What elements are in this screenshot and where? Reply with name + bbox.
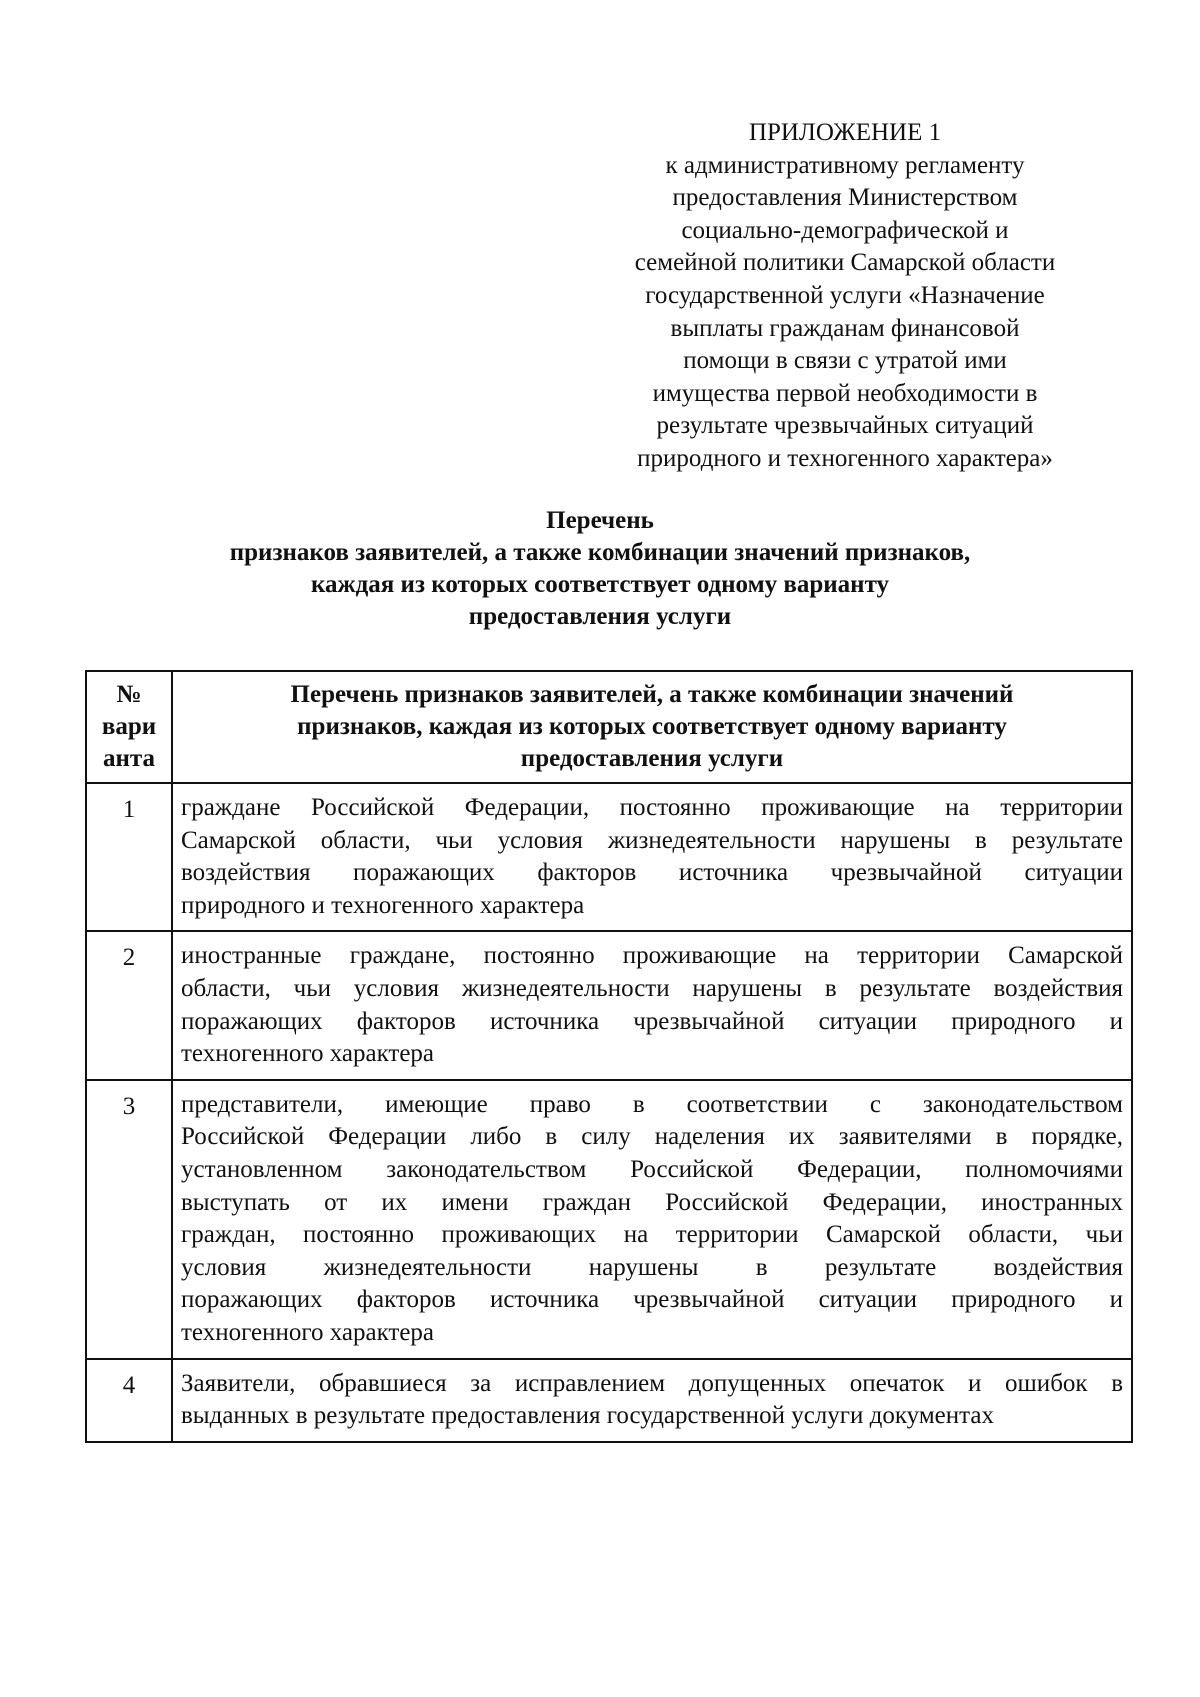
description-line: условия жизнедеятельности нарушены в результате воздействия [181,1253,1123,1281]
appendix-line: результате чрезвычайных ситуаций [656,412,1034,440]
appendix-line: имущества первой необходимости в [652,379,1038,407]
description-line: иностранные граждане, постоянно проживающие на территории Самарской [181,942,1123,970]
description-line: Заявители, обравшиеся за исправлением допущенных опечаток и ошибок в [181,1369,1123,1397]
title-line: признаков заявителей, а также комбинации значений признаков, [229,539,971,566]
document-title [90,505,1110,633]
description-line: воздействия поражающих факторов источника чрезвычайной ситуации [181,859,1123,887]
description-line: области, чьи условия жизнедеятельности нарушены в результате воздействия [181,974,1123,1002]
variant-number: 4 [86,1359,172,1442]
variant-description [172,783,1132,931]
description-line: представители, имеющие право в соответствии с законодательством [181,1090,1123,1118]
header-number-line: вари [101,713,157,740]
table-row [86,783,1132,931]
appendix-line: семейной политики Самарской области [634,249,1056,277]
description-line: граждане Российской Федерации, постоянно проживающие на территории [181,794,1123,821]
variant-description [172,931,1132,1079]
title-line: каждая из которых соответствует одному варианту [310,571,890,598]
appendix-line: предоставления Министерством [672,184,1018,212]
header-number-line: анта [103,745,155,772]
variants-table [85,670,1133,1443]
appendix-line: к административному регламенту [665,151,1025,179]
variant-description [172,1359,1132,1442]
table-row [86,1080,1132,1359]
appendix-line: природного и техногенного характера» [637,444,1053,472]
description-line: техногенного характера [181,1318,435,1346]
description-line: природного и техногенного характера [181,891,585,919]
description-line: поражающих факторов источника чрезвычайной ситуации природного и [181,1286,1123,1314]
appendix-line: государственной услуги «Назначение [645,281,1045,309]
description-line: поражающих факторов источника чрезвычайной ситуации природного и [181,1007,1123,1035]
header-description-line: предоставления услуги [520,745,784,772]
description-line: граждан, постоянно проживающих на территории Самарской области, чьи [181,1221,1123,1249]
header-description-line: признаков, каждая из которых соответствует одному варианту [297,713,1007,740]
variant-number: 2 [86,931,172,1079]
description-line: Самарской области, чьи условия жизнедеятельности нарушены в результате [181,826,1123,854]
table-row [86,1359,1132,1442]
table-header-row [86,671,1132,783]
table-row [86,931,1132,1079]
description-line: Российской Федерации либо в силу наделения их заявителями в порядке, [181,1123,1123,1151]
header-number-cell [86,671,172,783]
header-description-cell [172,671,1132,783]
appendix-block [630,117,1060,476]
variant-number: 1 [86,783,172,931]
variant-number: 3 [86,1080,172,1359]
description-line: техногенного характера [181,1040,435,1068]
title-line: предоставления услуги [468,603,732,630]
header-number-line: № [116,681,142,708]
appendix-line: помощи в связи с утратой ими [683,347,1007,375]
description-line: выступать от их имени граждан Российской Федерации, иностранных [181,1188,1123,1216]
appendix-line: выплаты гражданам финансовой [670,314,1020,342]
description-line: выданных в результате предоставления государственной услуги документах [181,1402,994,1430]
header-description-line: Перечень признаков заявителей, а также комбинации значений [290,681,1014,708]
description-line: установленном законодательством Российской Федерации, полномочиями [181,1155,1123,1183]
appendix-line: ПРИЛОЖЕНИЕ 1 [748,119,942,146]
variant-description [172,1080,1132,1359]
title-line: Перечень [546,507,654,534]
appendix-line: социально-демографической и [681,216,1009,244]
